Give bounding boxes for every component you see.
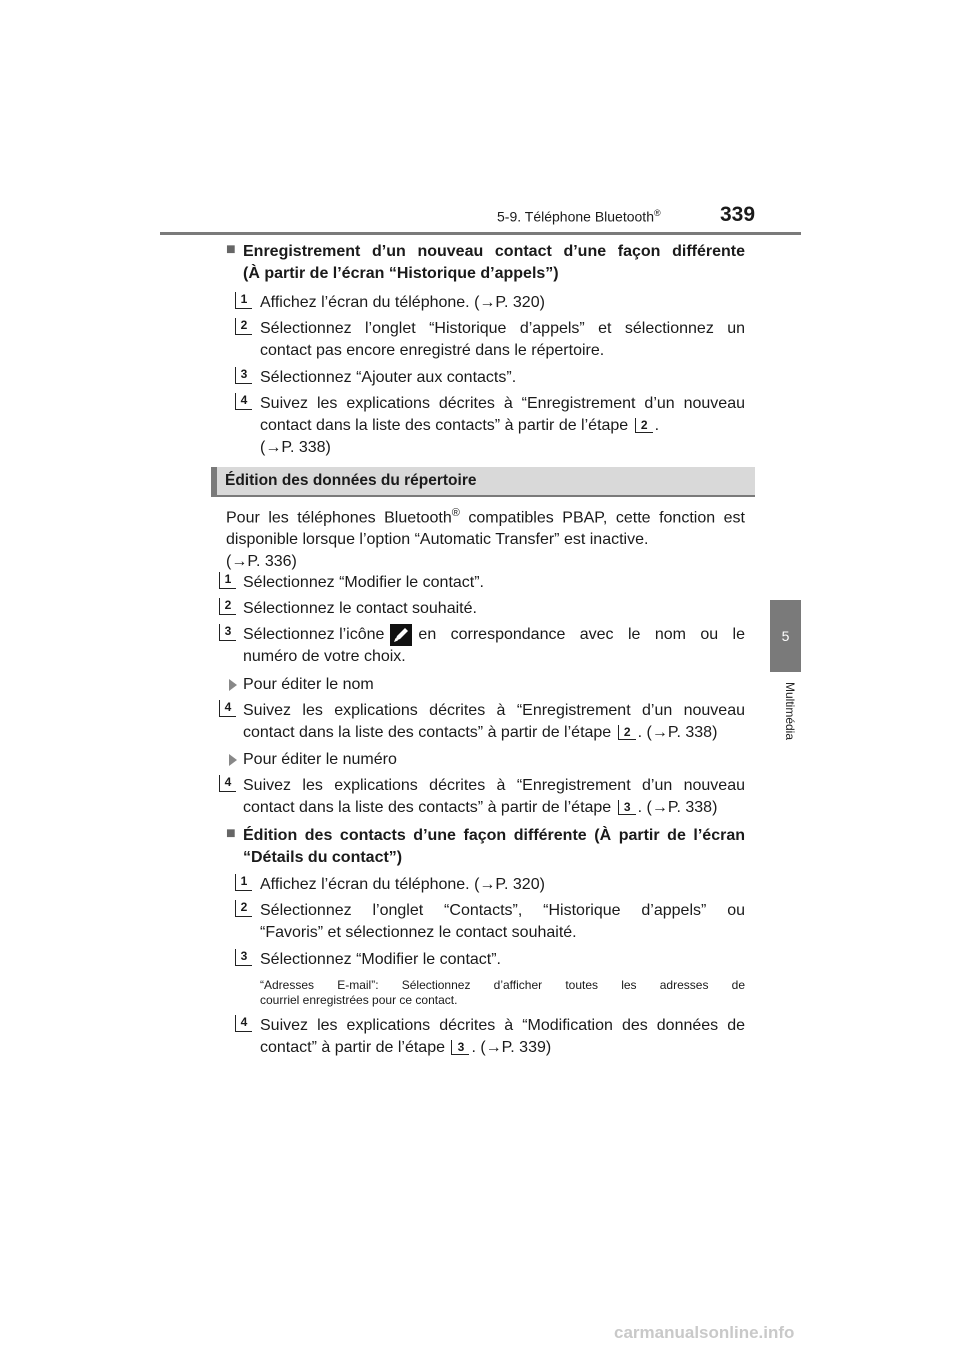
- step-text: Affichez l’écran du téléphone. (→P. 320): [260, 876, 545, 893]
- step-text: Sélectionnez le contact souhaité.: [243, 600, 477, 617]
- step-text: Affichez l’écran du téléphone. (→P. 320): [260, 294, 545, 311]
- step-number-box: 2: [235, 318, 252, 335]
- step-ref-box: 3: [451, 1040, 469, 1055]
- step-number-box: 3: [219, 624, 236, 641]
- subheading: Pour éditer le numéro: [243, 751, 397, 768]
- header-rule: [160, 232, 801, 235]
- step-text: Sélectionnez “Modifier le contact”.: [243, 574, 484, 591]
- triangle-bullet-icon: [229, 679, 237, 691]
- chapter-tab: 5: [770, 600, 801, 672]
- step-number-box: 4: [235, 393, 252, 410]
- step-text: Suivez les explications décrites à “Modification des données de contact” à partir de l’étape 3 . (→P. 339): [260, 1017, 745, 1056]
- note-text: “Adresses E-mail”: Sélectionnez d’afficher toutes les adresses de courriel enregistrées pour ce contact.: [260, 978, 745, 1007]
- subheading: Pour éditer le nom: [243, 676, 374, 693]
- step-ref-box: 2: [618, 725, 636, 740]
- step-number-box: 1: [235, 292, 252, 309]
- step-text: Sélectionnez “Modifier le contact”.: [260, 951, 501, 968]
- step-ref-box: 2: [635, 418, 653, 433]
- step-number-box: 3: [235, 949, 252, 966]
- step-text: Sélectionnez l’onglet “Contacts”, “Historique d’appels” ou “Favoris” et sélectionnez le contact souhaité.: [260, 902, 745, 941]
- running-header-section: 5-9. Téléphone Bluetooth®: [497, 208, 661, 225]
- square-bullet-icon: ■: [226, 241, 236, 258]
- edit-pencil-icon: [390, 624, 412, 646]
- step-number-box: 2: [235, 900, 252, 917]
- step-text: Suivez les explications décrites à “Enregistrement d’un nouveau contact dans la liste des contacts” à partir de l’étape 3 . (→P. 338): [243, 777, 745, 816]
- step-text: Suivez les explications décrites à “Enregistrement d’un nouveau contact dans la liste des contacts” à partir de l’étape 2 . (→P. 338): [260, 395, 745, 456]
- step-text: Sélectionnez l’icône en correspondance avec le nom ou le numéro de votre choix.: [243, 626, 745, 665]
- step-number-box: 4: [219, 700, 236, 717]
- watermark: carmanualsonline.info: [614, 1323, 795, 1342]
- step-text: Sélectionnez l’onglet “Historique d’appels” et sélectionnez un contact pas encore enregistré dans le répertoire.: [260, 320, 745, 359]
- step-number-box: 3: [235, 367, 252, 384]
- step-number-box: 2: [219, 598, 236, 615]
- intro-paragraph: Pour les téléphones Bluetooth® compatibles PBAP, cette fonction est disponible lorsque l’option “Automatic Transfer” est inactive. (→P. 336): [226, 507, 745, 571]
- step-number-box: 1: [235, 874, 252, 891]
- chapter-tab-label: Multimédia: [783, 682, 797, 741]
- step-number-box: 4: [235, 1015, 252, 1032]
- section-title-band: Édition des données du répertoire: [211, 467, 755, 497]
- step-text: Sélectionnez “Ajouter aux contacts”.: [260, 369, 517, 386]
- section3-heading: Édition des contacts d’une façon différente (À partir de l’écran “Détails du contact”): [243, 827, 745, 866]
- triangle-bullet-icon: [229, 754, 237, 766]
- page-number: 339: [720, 203, 756, 226]
- section1-heading: Enregistrement d’un nouveau contact d’une façon différente (À partir de l’écran “Historique d’appels”): [243, 243, 745, 282]
- step-ref-box: 3: [618, 800, 636, 815]
- step-number-box: 1: [219, 572, 236, 589]
- step-text: Suivez les explications décrites à “Enregistrement d’un nouveau contact dans la liste des contacts” à partir de l’étape 2 . (→P. 338): [243, 702, 745, 741]
- square-bullet-icon: ■: [226, 825, 236, 842]
- step-number-box: 4: [219, 775, 236, 792]
